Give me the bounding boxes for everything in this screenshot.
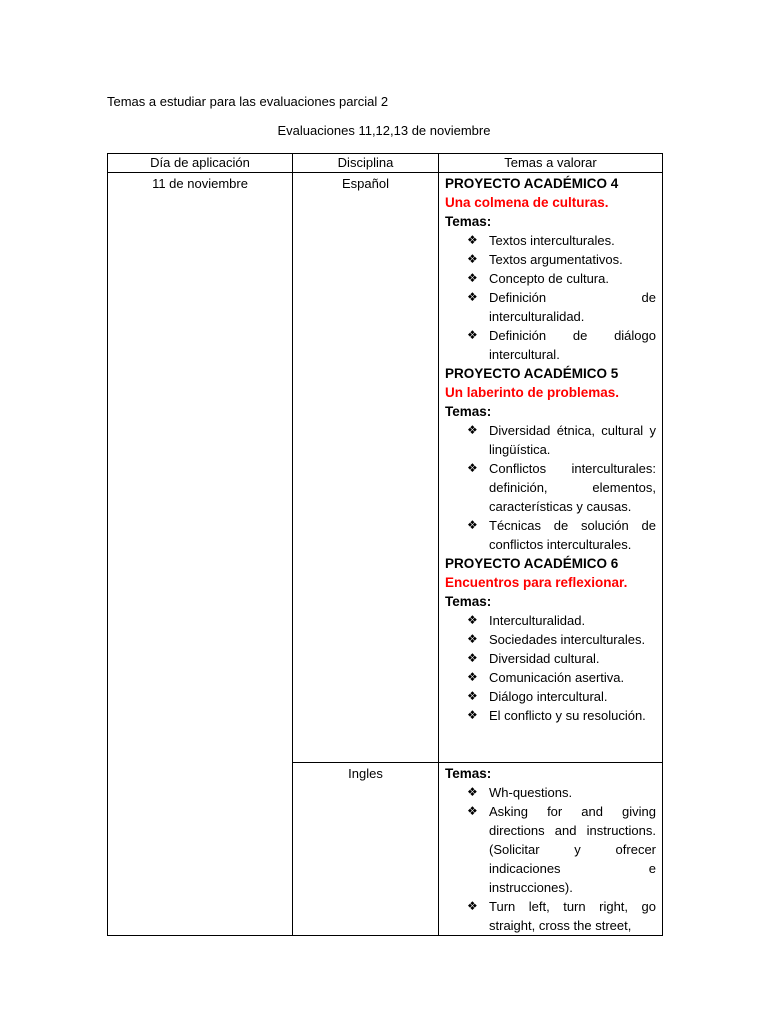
list-item-text: Textos argumentativos. [489, 252, 623, 267]
list-item [445, 288, 656, 326]
list-item-text: Asking for and giving directions and instructions. (Solicitar y ofrecer indicaciones e instrucciones). [489, 804, 656, 895]
discipline-espanol: Español [342, 176, 389, 191]
list-item [445, 706, 656, 725]
discipline-cell-espanol [293, 173, 439, 763]
list-item [445, 687, 656, 706]
list-item [445, 250, 656, 269]
list-item [445, 630, 656, 649]
project-title: PROYECTO ACADÉMICO 5 [445, 366, 619, 381]
temas-label: Temas: [445, 214, 492, 229]
list-item-text: Definición de interculturalidad. [489, 290, 656, 324]
list-item [445, 516, 656, 554]
schedule-table [107, 153, 663, 936]
header-dia: Día de aplicación [108, 154, 293, 173]
list-item-text: Diversidad cultural. [489, 651, 600, 666]
temas-label: Temas: [445, 594, 492, 609]
list-item-text: El conflicto y su resolución. [489, 708, 646, 723]
list-item [445, 802, 656, 897]
temas-label: Temas: [445, 404, 492, 419]
diamond-bullet-icon: ❖ [467, 651, 478, 665]
list-item-text: Turn left, turn right, go straight, cross the street, [489, 899, 656, 933]
project-subtitle: Un laberinto de problemas. [445, 385, 620, 400]
application-date: 11 de noviembre [152, 176, 248, 191]
project-title: PROYECTO ACADÉMICO 4 [445, 176, 619, 191]
list-item [445, 783, 656, 802]
list-item [445, 649, 656, 668]
table-row-espanol [108, 173, 663, 763]
diamond-bullet-icon: ❖ [467, 708, 478, 722]
list-item [445, 326, 656, 364]
document-subtitle [0, 122, 768, 140]
list-item-text: Conflictos interculturales: definición, elementos, características y causas. [489, 461, 656, 514]
project-subtitle: Una colmena de culturas. [445, 195, 609, 210]
list-item-text: Técnicas de solución de conflictos interculturales. [489, 518, 656, 552]
list-item [445, 231, 656, 250]
list-item-text: Wh-questions. [489, 785, 573, 800]
topic-list [445, 611, 656, 725]
list-item-text: Definición de diálogo intercultural. [489, 328, 656, 362]
diamond-bullet-icon: ❖ [467, 632, 478, 646]
document-subtitle-text: Evaluaciones 11,12,13 de noviembre [277, 123, 491, 138]
list-item [445, 897, 656, 935]
topic-list [445, 231, 656, 364]
topics-cell-espanol [439, 173, 663, 763]
list-item-text: Diversidad étnica, cultural y lingüística. [489, 423, 656, 457]
header-temas: Temas a valorar [439, 154, 663, 173]
list-item [445, 611, 656, 630]
diamond-bullet-icon: ❖ [467, 423, 478, 437]
diamond-bullet-icon: ❖ [467, 233, 478, 247]
topics-cell-ingles [439, 763, 663, 936]
list-item [445, 269, 656, 288]
document-title: Temas a estudiar para las evaluaciones parcial 2 [107, 94, 389, 109]
diamond-bullet-icon: ❖ [467, 518, 478, 532]
list-item-text: Comunicación asertiva. [489, 670, 625, 685]
diamond-bullet-icon: ❖ [467, 252, 478, 266]
diamond-bullet-icon: ❖ [467, 689, 478, 703]
header-disciplina: Disciplina [293, 154, 439, 173]
diamond-bullet-icon: ❖ [467, 804, 478, 818]
diamond-bullet-icon: ❖ [467, 899, 478, 913]
temas-label: Temas: [445, 766, 492, 781]
discipline-cell-ingles [293, 763, 439, 936]
list-item-text: Diálogo intercultural. [489, 689, 608, 704]
project-title: PROYECTO ACADÉMICO 6 [445, 556, 619, 571]
diamond-bullet-icon: ❖ [467, 328, 478, 342]
date-cell [108, 173, 293, 936]
topic-list [445, 783, 656, 935]
diamond-bullet-icon: ❖ [467, 785, 478, 799]
diamond-bullet-icon: ❖ [467, 271, 478, 285]
diamond-bullet-icon: ❖ [467, 613, 478, 627]
header-row [108, 154, 663, 173]
list-item [445, 459, 656, 516]
list-item-text: Concepto de cultura. [489, 271, 609, 286]
list-item [445, 668, 656, 687]
list-item [445, 421, 656, 459]
discipline-ingles: Ingles [348, 766, 383, 781]
topic-list [445, 421, 656, 554]
list-item-text: Sociedades interculturales. [489, 632, 646, 647]
project-subtitle: Encuentros para reflexionar. [445, 575, 628, 590]
diamond-bullet-icon: ❖ [467, 670, 478, 684]
list-item-text: Textos interculturales. [489, 233, 615, 248]
list-item-text: Interculturalidad. [489, 613, 586, 628]
diamond-bullet-icon: ❖ [467, 461, 478, 475]
diamond-bullet-icon: ❖ [467, 290, 478, 304]
